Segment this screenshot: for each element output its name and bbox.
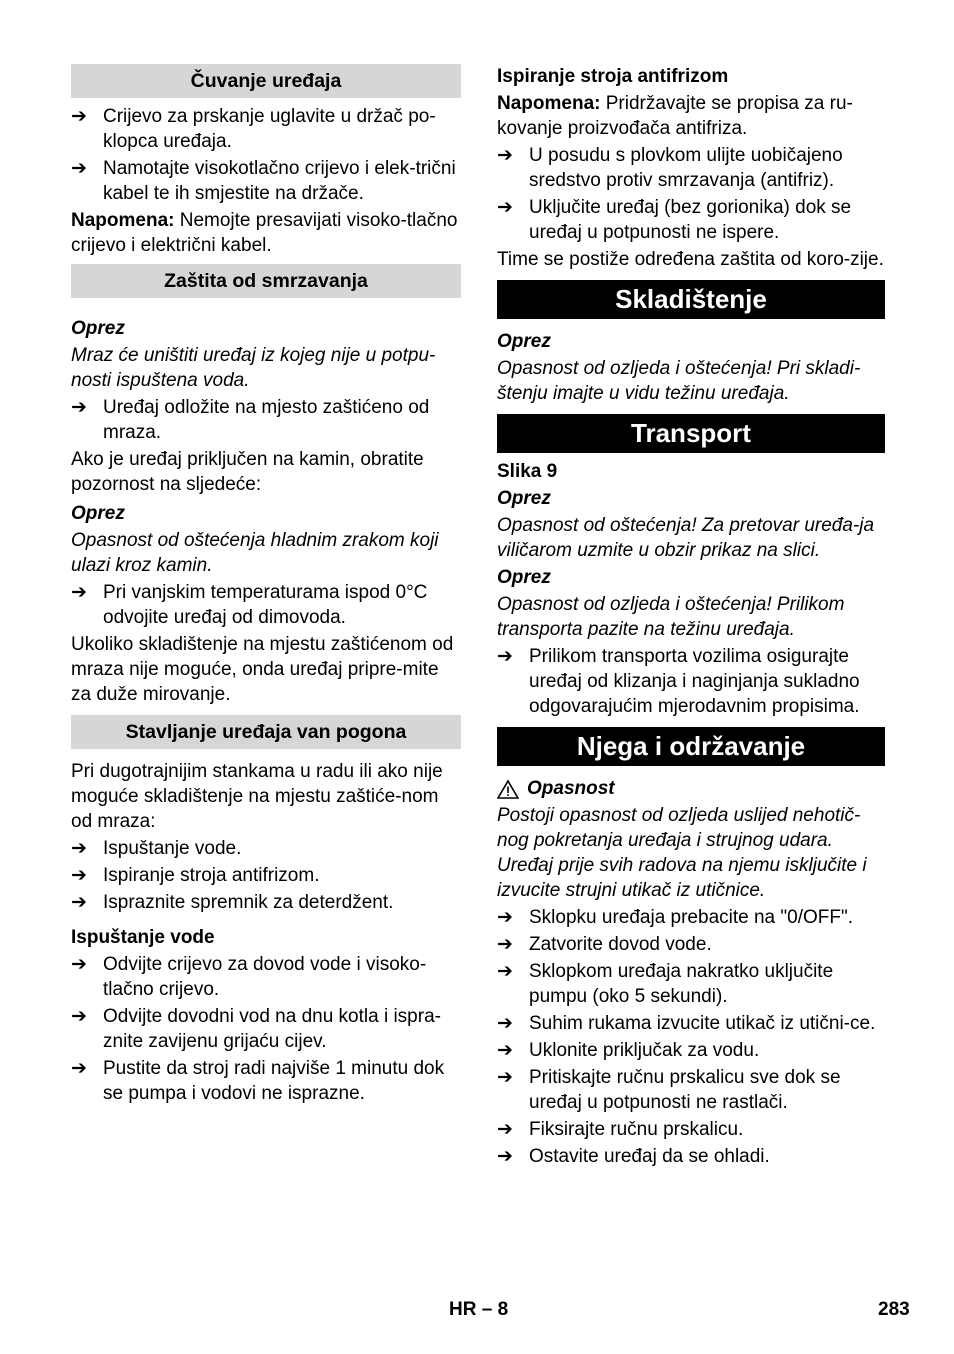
list-item: ➔ Fiksirajte ručnu prskalicu.: [497, 1119, 744, 1140]
paragraph: Ako je uređaj priključen na kamin, obratite pozornost na sljedeće:: [71, 449, 424, 495]
list-item: ➔ U posudu s plovkom ulijte uobičajeno sredstvo protiv smrzavanja (antifriz).: [497, 145, 843, 191]
arrow-right-icon: ➔: [497, 1013, 513, 1034]
arrow-right-icon: ➔: [71, 1006, 87, 1027]
section-heading-frost-protection: Zaštita od smrzavanja: [71, 264, 461, 298]
note-paragraph: Napomena: Nemojte presavijati visoko-tlačno crijevo i električni kabel.: [71, 210, 458, 256]
list-item: ➔ Uređaj odložite na mjesto zaštićeno od mraza.: [71, 397, 430, 443]
section-heading-decommissioning: Stavljanje uređaja van pogona: [71, 715, 461, 749]
page-number: 283: [878, 1299, 910, 1320]
note-paragraph: Napomena: Pridržavajte se propisa za ru-kovanje proizvođača antifriza.: [497, 93, 853, 139]
caution-text: Opasnost od ozljeda i oštećenja! Pri skladi-štenju imajte u vidu težinu uređaja.: [497, 358, 861, 404]
paragraph: Pri dugotrajnijim stankama u radu ili ako nije moguće skladištenje na mjestu zaštiće-nom od mraza:: [71, 761, 443, 832]
subheading-drain-water: Ispuštanje vode: [71, 927, 215, 948]
paragraph: Time se postiže određena zaštita od koro-zije.: [497, 249, 884, 270]
arrow-right-icon: ➔: [497, 1040, 513, 1061]
arrow-right-icon: ➔: [71, 158, 87, 179]
caution-title: Oprez: [497, 331, 551, 352]
caution-text: Opasnost od oštećenja hladnim zrakom koji ulazi kroz kamin.: [71, 530, 439, 576]
list-item: ➔ Ispiranje stroja antifrizom.: [71, 865, 320, 886]
arrow-right-icon: ➔: [497, 907, 513, 928]
left-column: [71, 64, 461, 1108]
danger-text: Postoji opasnost od ozljeda uslijed nehotič-nog pokretanja uređaja i strujnog udara. Uređaj prije svih radova na njemu isključite i izvucite strujni utikač iz utičnice.: [497, 805, 867, 901]
section-heading-storage: Skladištenje: [497, 280, 885, 319]
arrow-right-icon: ➔: [71, 865, 87, 886]
figure-reference: Slika 9: [497, 461, 558, 482]
list-item: ➔ Sklopku uređaja prebacite na "0/OFF".: [497, 907, 853, 928]
list-item: ➔ Crijevo za prskanje uglavite u držač po-klopca uređaja.: [71, 106, 436, 152]
arrow-right-icon: ➔: [71, 397, 87, 418]
list-item: ➔ Ostavite uređaj da se ohladi.: [497, 1146, 770, 1167]
list-item: ➔ Ispraznite spremnik za deterdžent.: [71, 892, 394, 913]
section-heading-storage-device: Čuvanje uređaja: [71, 64, 461, 98]
list-item: ➔ Pritiskajte ručnu prskalicu sve dok se uređaj u potpunosti ne rastlači.: [497, 1067, 841, 1113]
arrow-right-icon: ➔: [497, 1146, 513, 1167]
list-item: ➔ Namotajte visokotlačno crijevo i elek-trični kabel te ih smjestite na držače.: [71, 158, 456, 204]
paragraph: Ukoliko skladištenje na mjestu zaštićenom od mraza nije moguće, onda uređaj pripre-mite za duže mirovanje.: [71, 634, 454, 705]
arrow-right-icon: ➔: [497, 646, 513, 667]
list-item: ➔ Pri vanjskim temperaturama ispod 0°C odvojite uređaj od dimovoda.: [71, 582, 428, 628]
arrow-right-icon: ➔: [71, 838, 87, 859]
caution-title: Oprez: [71, 503, 125, 524]
list-item: ➔ Uključite uređaj (bez gorionika) dok se uređaj u potpunosti ne ispere.: [497, 197, 852, 243]
list-item: ➔ Odvijte dovodni vod na dnu kotla i ispra-znite zavijenu grijaću cijev.: [71, 1006, 441, 1052]
arrow-right-icon: ➔: [497, 934, 513, 955]
caution-text: Mraz će uništiti uređaj iz kojeg nije u potpu-nosti ispuštena voda.: [71, 345, 436, 391]
arrow-right-icon: ➔: [71, 892, 87, 913]
arrow-right-icon: ➔: [497, 197, 513, 218]
caution-text: Opasnost od ozljeda i oštećenja! Prilikom transporta pazite na težinu uređaja.: [497, 594, 845, 640]
arrow-right-icon: ➔: [71, 954, 87, 975]
arrow-right-icon: ➔: [497, 961, 513, 982]
right-column: [497, 64, 885, 1171]
list-item: ➔ Odvijte crijevo za dovod vode i visoko-tlačno crijevo.: [71, 954, 427, 1000]
caution-title: Oprez: [71, 318, 125, 339]
warning-triangle-icon: [497, 779, 519, 799]
arrow-right-icon: ➔: [71, 1058, 87, 1079]
arrow-right-icon: ➔: [71, 106, 87, 127]
arrow-right-icon: ➔: [497, 145, 513, 166]
arrow-right-icon: ➔: [71, 582, 87, 603]
list-item: ➔ Pustite da stroj radi najviše 1 minutu dok se pumpa i vodovi ne isprazne.: [71, 1058, 445, 1104]
footer-section-label: HR – 8: [449, 1299, 509, 1320]
caution-text: Opasnost od oštećenja! Za pretovar uređa-ja viličarom uzmite u obzir prikaz na slici.: [497, 515, 875, 561]
list-item: ➔ Ispuštanje vode.: [71, 838, 242, 859]
arrow-right-icon: ➔: [497, 1067, 513, 1088]
list-item: ➔ Suhim rukama izvucite utikač iz utični-ce.: [497, 1013, 876, 1034]
list-item: ➔ Uklonite priključak za vodu.: [497, 1040, 760, 1061]
subheading-antifreeze-rinse: Ispiranje stroja antifrizom: [497, 66, 729, 87]
section-heading-transport: Transport: [497, 414, 885, 453]
caution-title: Oprez: [497, 567, 551, 588]
list-item: ➔ Prilikom transporta vozilima osigurajte uređaj od klizanja i naginjanja sukladno odgovarajućim mjerodavnim propisima.: [497, 646, 860, 717]
danger-title: Opasnost: [497, 776, 885, 801]
arrow-right-icon: ➔: [497, 1119, 513, 1140]
list-item: ➔ Sklopkom uređaja nakratko uključite pumpu (oko 5 sekundi).: [497, 961, 834, 1007]
caution-title: Oprez: [497, 488, 551, 509]
section-heading-care-maintenance: Njega i održavanje: [497, 727, 885, 766]
list-item: ➔ Zatvorite dovod vode.: [497, 934, 712, 955]
